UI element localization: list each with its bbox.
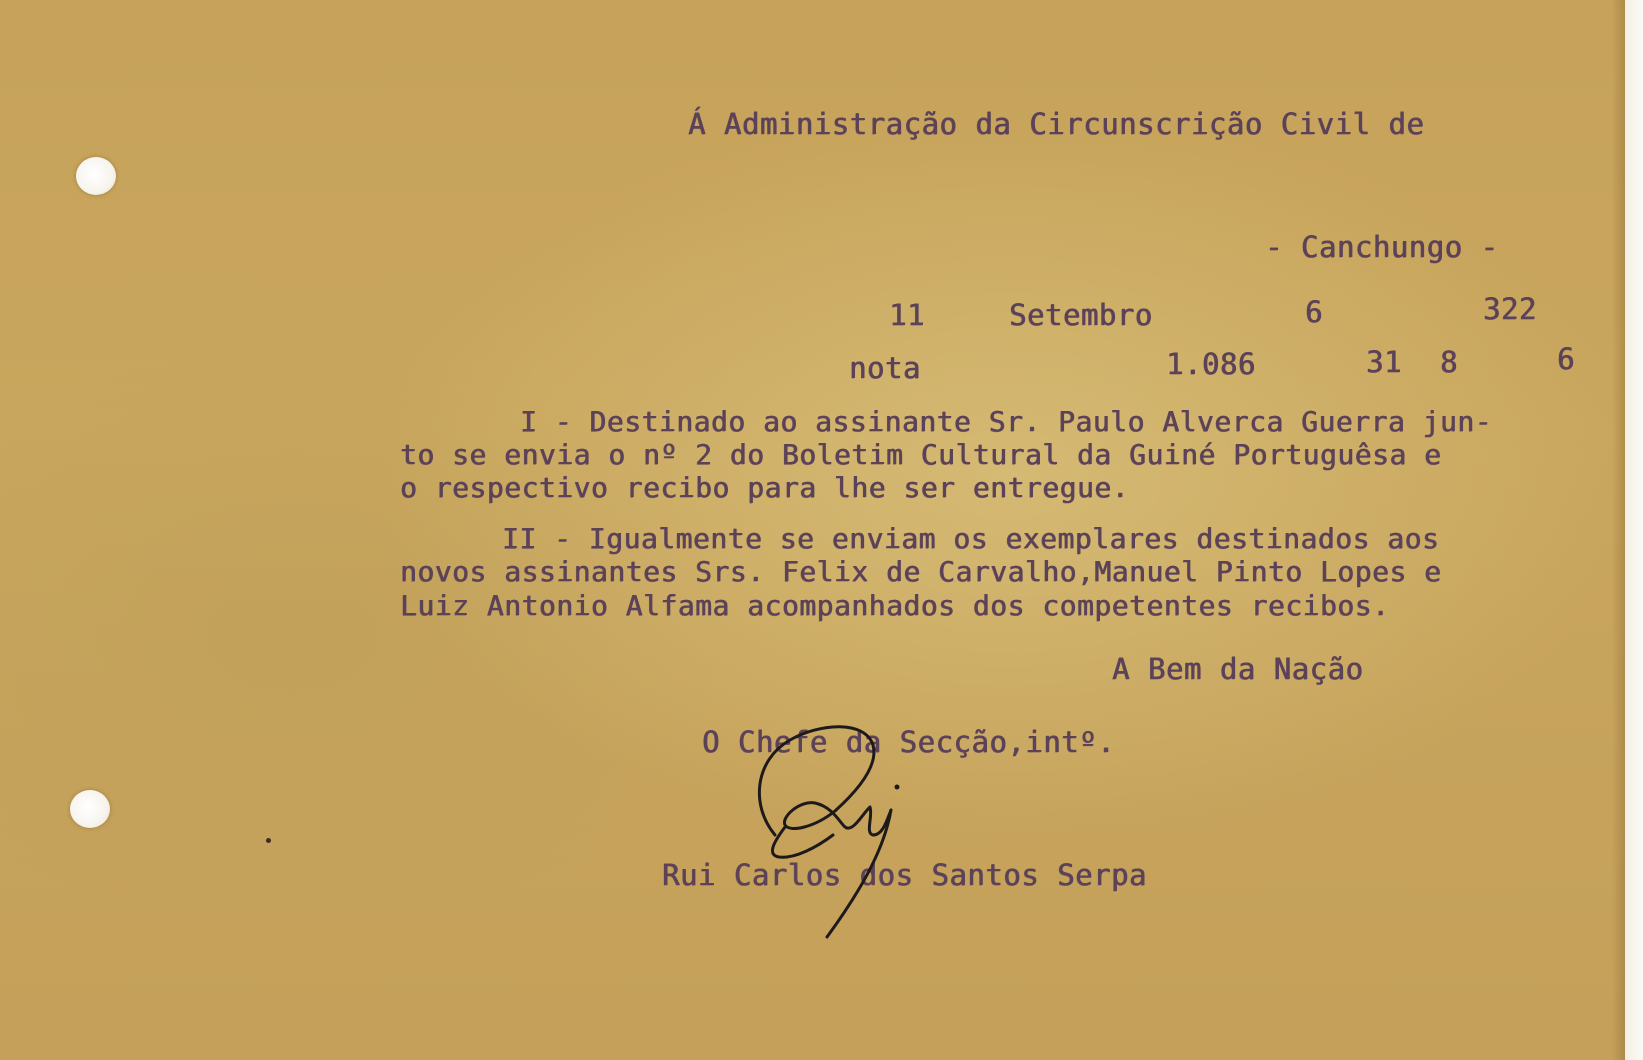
signer-name: Rui Carlos dos Santos Serpa xyxy=(662,858,1147,892)
paragraph-1-line-3: o respectivo recibo para lhe ser entregue. xyxy=(400,471,1130,504)
ink-speck xyxy=(266,838,271,843)
ref-b: 8 xyxy=(1440,345,1458,379)
closing-salutation: A Bem da Nação xyxy=(1112,652,1364,686)
date-number-b: 322 xyxy=(1483,292,1537,326)
date-day: 11 xyxy=(889,298,925,332)
punch-hole-top xyxy=(76,157,116,195)
date-month: Setembro xyxy=(1009,298,1153,332)
paper-edge-shadow xyxy=(1612,0,1626,1060)
addressee-line: Á Administração da Circunscrição Civil de xyxy=(688,107,1425,141)
scan-border xyxy=(1625,0,1643,1060)
signer-title: O Chefe da Secção,intº. xyxy=(702,725,1116,759)
date-number-a: 6 xyxy=(1305,295,1323,329)
punch-hole-bottom xyxy=(70,790,110,828)
paragraph-2-line-3: Luiz Antonio Alfama acompanhados dos competentes recibos. xyxy=(400,589,1390,622)
paragraph-1-line-1: I - Destinado ao assinante Sr. Paulo Alverca Guerra jun- xyxy=(520,405,1493,438)
ref-label: nota xyxy=(849,351,921,385)
place-name: - Canchungo - xyxy=(1265,230,1499,264)
paragraph-2-line-2: novos assinantes Srs. Felix de Carvalho,Manuel Pinto Lopes e xyxy=(400,555,1442,588)
paragraph-1-line-2: to se envia o nº 2 do Boletim Cultural da Guiné Portuguêsa e xyxy=(400,438,1442,471)
ref-a: 31 xyxy=(1366,345,1402,379)
ref-c: 6 xyxy=(1557,342,1575,376)
handwritten-signature xyxy=(745,715,945,945)
ref-number: 1.086 xyxy=(1166,347,1256,381)
paragraph-2-line-1: II - Igualmente se enviam os exemplares destinados aos xyxy=(502,522,1440,555)
